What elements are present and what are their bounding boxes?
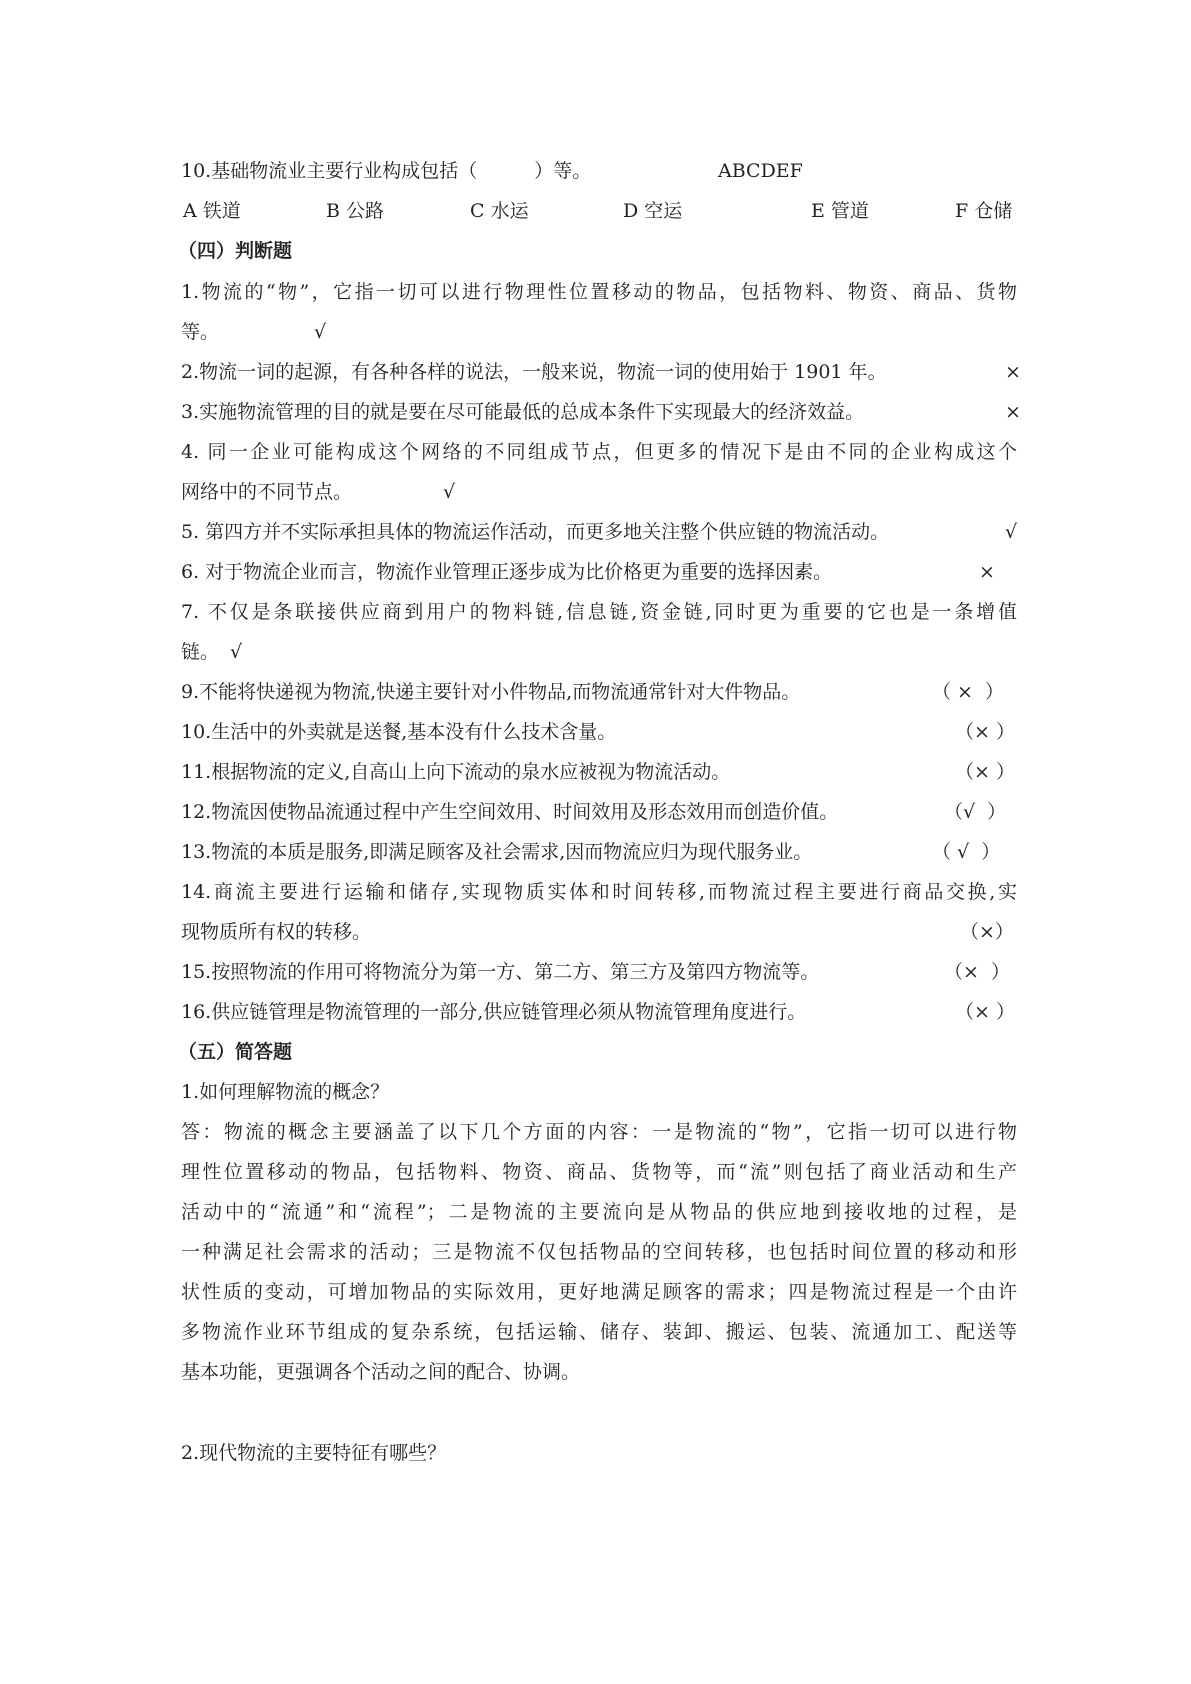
option-d: D 空运	[623, 200, 683, 222]
judge-item-line: 12.物流因使物品流通过程中产生空间效用、时间效用及形态效用而创造价值。	[181, 801, 839, 823]
answer-line: 理性位置移动的物品，包括物料、物资、商品、货物等，而“流”则包括了商业活动和生产	[181, 1161, 1017, 1183]
short-question: 1.如何理解物流的概念？	[181, 1081, 390, 1103]
short-question: 2.现代物流的主要特征有哪些？	[181, 1442, 447, 1464]
judge-item-line: 15.按照物流的作用可将物流分为第一方、第二方、第三方及第四方物流等。	[181, 961, 820, 983]
answer-line: 活动中的“流通”和“流程”；二是物流的主要流向是从物品的供应地到接收地的过程，是	[181, 1201, 1017, 1223]
judge-item-line: 9.不能将快递视为物流,快递主要针对小件物品,而物流通常针对大件物品。	[181, 681, 801, 703]
answer-line: 多物流作业环节组成的复杂系统，包括运输、储存、装卸、搬运、包装、流通加工、配送等	[181, 1321, 1017, 1343]
judge-item-line: 6. 对于物流企业而言，物流作业管理正逐步成为比价格更为重要的选择因素。	[181, 561, 833, 583]
judge-item-line: 16.供应链管理是物流管理的一部分,供应链管理必须从物流管理角度进行。	[181, 1001, 807, 1023]
judge-item-line: 11.根据物流的定义,自高山上向下流动的泉水应被视为物流活动。	[181, 761, 731, 783]
judge-mark: （× ）	[955, 1001, 1015, 1023]
judge-item-line: 网络中的不同节点。	[181, 481, 353, 503]
option-e: E 管道	[811, 200, 869, 222]
judge-mark: √	[314, 321, 327, 343]
judge-item-line: 14.商流主要进行运输和储存,实现物质实体和时间转移,而物流过程主要进行商品交换,实	[181, 881, 1017, 903]
judge-mark: √	[230, 641, 243, 663]
section-heading: （五）简答题	[178, 1041, 293, 1063]
answer-line: 状性质的变动，可增加物品的实际效用，更好地满足顾客的需求；四是物流过程是一个由许	[181, 1281, 1017, 1303]
judge-item-line: 5. 第四方并不实际承担具体的物流运作活动，而更多地关注整个供应链的物流活动。	[181, 521, 890, 543]
judge-mark: （ × ）	[932, 681, 1005, 703]
judge-item-line: 4. 同一企业可能构成这个网络的不同组成节点，但更多的情况下是由不同的企业构成这个	[181, 441, 1017, 463]
judge-item-line: 10.生活中的外卖就是送餐,基本没有什么技术含量。	[181, 721, 617, 743]
judge-mark: ×	[1005, 401, 1021, 423]
answer-line: 答：物流的概念主要涵盖了以下几个方面的内容：一是物流的“物”，它指一切可以进行物	[181, 1121, 1017, 1143]
option-f: F 仓储	[955, 200, 1013, 222]
answer-line: 基本功能，更强调各个活动之间的配合、协调。	[181, 1361, 581, 1383]
judge-item-line: 1.物流的“物”，它指一切可以进行物理性位置移动的物品，包括物料、物资、商品、货物	[181, 281, 1017, 303]
judge-mark: （√ ）	[944, 801, 1007, 823]
judge-mark: √	[443, 481, 456, 503]
judge-item-line: 现物质所有权的转移。	[181, 921, 372, 943]
judge-mark: ×	[979, 561, 995, 583]
judge-item-line: 等。	[181, 321, 220, 343]
option-c: C 水运	[470, 200, 529, 222]
judge-mark: ×	[1005, 361, 1021, 383]
answer-line: 一种满足社会需求的活动；三是物流不仅包括物品的空间转移，也包括时间位置的移动和形	[181, 1241, 1017, 1263]
judge-mark: √	[1005, 521, 1018, 543]
judge-item-line: 链。	[181, 641, 220, 663]
judge-item-line: 2.物流一词的起源，有各种各样的说法，一般来说，物流一词的使用始于 1901 年。	[181, 361, 887, 383]
answer-key: ABCDEF	[718, 160, 803, 182]
judge-mark: （× ）	[944, 961, 1010, 983]
judge-item-line: 13.物流的本质是服务,即满足顾客及社会需求,因而物流应归为现代服务业。	[181, 841, 813, 863]
question-stem: 10.基础物流业主要行业构成包括（ ）等。	[181, 160, 592, 182]
section-heading: （四）判断题	[178, 240, 293, 262]
judge-item-line: 3.实施物流管理的目的就是要在尽可能最低的总成本条件下实现最大的经济效益。	[181, 401, 865, 423]
option-a: A 铁道	[183, 200, 241, 222]
judge-mark: （× ）	[955, 761, 1015, 783]
judge-item-line: 7. 不仅是条联接供应商到用户的物料链,信息链,资金链,同时更为重要的它也是一条增值	[181, 601, 1017, 623]
judge-mark: （×）	[960, 921, 1014, 943]
judge-mark: （× ）	[955, 721, 1015, 743]
option-b: B 公路	[326, 200, 385, 222]
judge-mark: （ √ ）	[932, 841, 1001, 863]
